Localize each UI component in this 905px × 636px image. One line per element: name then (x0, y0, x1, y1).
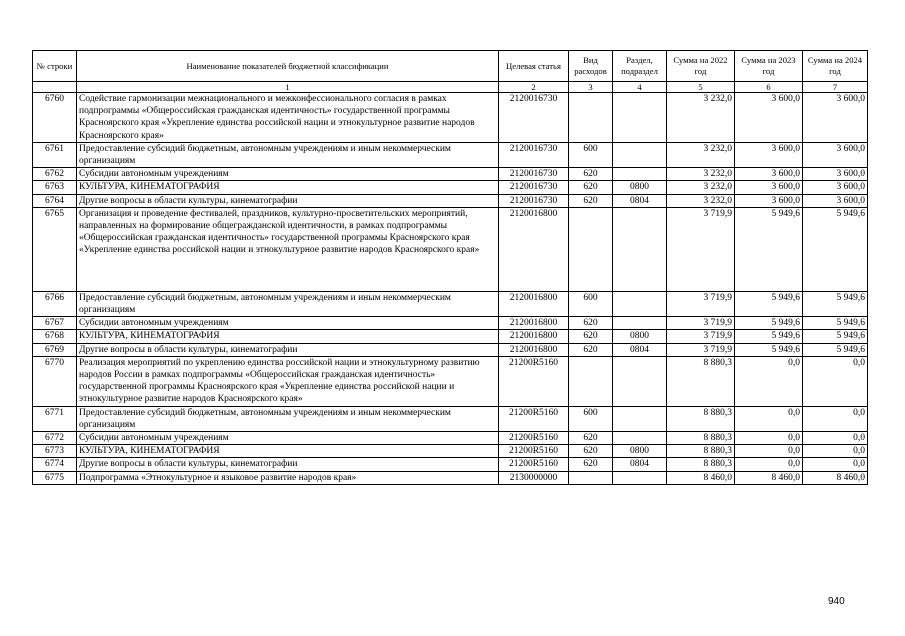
row-number: 6767 (33, 317, 77, 330)
row-name: Предоставление субсидий бюджетным, автономным учреждениям и иным некоммерческим организациям (77, 291, 499, 316)
row-expense-type (569, 471, 613, 484)
row-target: 21200R5160 (499, 445, 569, 458)
row-target: 21200R5160 (499, 406, 569, 431)
page-number: 940 (828, 596, 845, 607)
row-sum-2023: 0,0 (735, 445, 803, 458)
column-number: 6 (735, 82, 803, 93)
row-name: Организация и проведение фестивалей, праздников, культурно-просветительских мероприятий, направленных на формирование общегражданской идентичности, в рамках подпрограммы «Общероссийская гражданская идентичность» государственной программы Красноярского края «Укрепление единства российской нации и этнокультурное развитие народов Красноярского края» (77, 207, 499, 291)
row-section (613, 142, 667, 167)
row-section (613, 406, 667, 431)
row-target: 2120016800 (499, 317, 569, 330)
table-row (33, 207, 868, 291)
row-sum-2024: 3 600,0 (803, 194, 868, 207)
row-sum-2024: 5 949,6 (803, 343, 868, 356)
row-name: КУЛЬТУРА, КИНЕМАТОГРАФИЯ (77, 330, 499, 343)
row-section: 0800 (613, 330, 667, 343)
table-row (33, 93, 868, 143)
row-number: 6774 (33, 458, 77, 471)
row-sum-2024: 0,0 (803, 458, 868, 471)
row-number: 6775 (33, 471, 77, 484)
row-section (613, 471, 667, 484)
row-number: 6766 (33, 291, 77, 316)
row-sum-2024: 0,0 (803, 445, 868, 458)
row-sum-2023: 0,0 (735, 406, 803, 431)
row-sum-2023: 0,0 (735, 356, 803, 406)
row-target: 2120016730 (499, 142, 569, 167)
table-row (33, 317, 868, 330)
column-number: 7 (803, 82, 868, 93)
row-sum-2024: 8 460,0 (803, 471, 868, 484)
row-sum-2023: 5 949,6 (735, 343, 803, 356)
row-sum-2022: 8 880,3 (667, 445, 735, 458)
row-target: 21200R5160 (499, 432, 569, 445)
row-section (613, 317, 667, 330)
row-sum-2022: 3 719,9 (667, 291, 735, 316)
row-number: 6760 (33, 93, 77, 143)
header-expense-type: Вид расходов (569, 51, 613, 82)
row-section (613, 291, 667, 316)
row-target: 21200R5160 (499, 356, 569, 406)
row-sum-2022: 3 719,9 (667, 343, 735, 356)
row-target: 2120016730 (499, 168, 569, 181)
row-sum-2023: 3 600,0 (735, 194, 803, 207)
row-number: 6772 (33, 432, 77, 445)
row-sum-2022: 8 460,0 (667, 471, 735, 484)
row-number: 6769 (33, 343, 77, 356)
row-name: Другие вопросы в области культуры, кинематографии (77, 343, 499, 356)
column-number-row (33, 82, 868, 93)
row-sum-2024: 5 949,6 (803, 291, 868, 316)
row-number: 6768 (33, 330, 77, 343)
header-sum-2023: Сумма на 2023 год (735, 51, 803, 82)
row-expense-type: 620 (569, 168, 613, 181)
row-sum-2024: 5 949,6 (803, 207, 868, 291)
row-section: 0800 (613, 181, 667, 194)
column-number: 3 (569, 82, 613, 93)
table-row (33, 445, 868, 458)
row-sum-2023: 3 600,0 (735, 93, 803, 143)
table-row (33, 458, 868, 471)
row-sum-2022: 3 719,9 (667, 207, 735, 291)
row-sum-2022: 3 719,9 (667, 317, 735, 330)
row-sum-2022: 8 880,3 (667, 432, 735, 445)
row-expense-type: 620 (569, 317, 613, 330)
row-section: 0804 (613, 194, 667, 207)
row-sum-2024: 3 600,0 (803, 181, 868, 194)
row-sum-2024: 5 949,6 (803, 330, 868, 343)
row-name: Другие вопросы в области культуры, кинематографии (77, 194, 499, 207)
row-expense-type: 620 (569, 194, 613, 207)
row-name: Другие вопросы в области культуры, кинематографии (77, 458, 499, 471)
row-sum-2024: 0,0 (803, 356, 868, 406)
table-row (33, 356, 868, 406)
row-section (613, 207, 667, 291)
row-target: 21200R5160 (499, 458, 569, 471)
row-sum-2022: 3 232,0 (667, 93, 735, 143)
budget-table (32, 50, 868, 485)
row-section: 0804 (613, 458, 667, 471)
row-section (613, 168, 667, 181)
row-sum-2022: 3 232,0 (667, 168, 735, 181)
row-number: 6764 (33, 194, 77, 207)
table-row (33, 343, 868, 356)
row-name: Предоставление субсидий бюджетным, автономным учреждениям и иным некоммерческим организациям (77, 142, 499, 167)
column-number (33, 82, 77, 93)
header-section: Раздел, подраздел (613, 51, 667, 82)
row-target: 2120016800 (499, 291, 569, 316)
row-section: 0804 (613, 343, 667, 356)
row-expense-type: 600 (569, 142, 613, 167)
table-row (33, 406, 868, 431)
row-name: Субсидии автономным учреждениям (77, 317, 499, 330)
row-expense-type: 620 (569, 458, 613, 471)
row-sum-2023: 8 460,0 (735, 471, 803, 484)
row-expense-type: 600 (569, 406, 613, 431)
table-row (33, 471, 868, 484)
row-target: 2120016730 (499, 181, 569, 194)
row-sum-2022: 3 719,9 (667, 330, 735, 343)
row-target: 2130000000 (499, 471, 569, 484)
row-target: 2120016800 (499, 207, 569, 291)
row-name: КУЛЬТУРА, КИНЕМАТОГРАФИЯ (77, 445, 499, 458)
row-name: Субсидии автономным учреждениям (77, 432, 499, 445)
row-expense-type: 620 (569, 343, 613, 356)
row-sum-2022: 3 232,0 (667, 181, 735, 194)
column-number: 2 (499, 82, 569, 93)
row-expense-type: 620 (569, 181, 613, 194)
row-name: КУЛЬТУРА, КИНЕМАТОГРАФИЯ (77, 181, 499, 194)
row-sum-2023: 0,0 (735, 458, 803, 471)
row-number: 6770 (33, 356, 77, 406)
row-sum-2022: 8 880,3 (667, 406, 735, 431)
row-name: Субсидии автономным учреждениям (77, 168, 499, 181)
column-number: 4 (613, 82, 667, 93)
table-row (33, 168, 868, 181)
table-row (33, 194, 868, 207)
row-target: 2120016730 (499, 194, 569, 207)
row-sum-2024: 5 949,6 (803, 317, 868, 330)
row-name: Предоставление субсидий бюджетным, автономным учреждениям и иным некоммерческим организациям (77, 406, 499, 431)
row-sum-2024: 0,0 (803, 432, 868, 445)
row-sum-2023: 5 949,6 (735, 207, 803, 291)
row-target: 2120016730 (499, 93, 569, 143)
row-sum-2022: 8 880,3 (667, 458, 735, 471)
row-target: 2120016800 (499, 330, 569, 343)
row-number: 6773 (33, 445, 77, 458)
row-section (613, 432, 667, 445)
row-section (613, 93, 667, 143)
row-sum-2023: 5 949,6 (735, 317, 803, 330)
row-sum-2024: 3 600,0 (803, 93, 868, 143)
table-row (33, 330, 868, 343)
row-sum-2023: 5 949,6 (735, 291, 803, 316)
row-sum-2023: 3 600,0 (735, 142, 803, 167)
row-sum-2024: 0,0 (803, 406, 868, 431)
row-section: 0800 (613, 445, 667, 458)
row-sum-2023: 0,0 (735, 432, 803, 445)
table-row (33, 432, 868, 445)
table-row (33, 181, 868, 194)
header-target: Целевая статья (499, 51, 569, 82)
table-header-row (33, 51, 868, 82)
row-number: 6761 (33, 142, 77, 167)
row-expense-type (569, 93, 613, 143)
header-row-number: № строки (33, 51, 77, 82)
row-sum-2023: 3 600,0 (735, 168, 803, 181)
table-row (33, 291, 868, 316)
row-name: Содействие гармонизации межнационального и межконфессионального согласия в рамках подпрограммы «Общероссийская гражданская идентичность» государственной программы Красноярского края «Укрепление единства российской нации и этнокультурное развитие народов Красноярского края» (77, 93, 499, 143)
row-target: 2120016800 (499, 343, 569, 356)
header-sum-2022: Сумма на 2022 год (667, 51, 735, 82)
header-name: Наименование показателей бюджетной классификации (77, 51, 499, 82)
row-number: 6762 (33, 168, 77, 181)
row-expense-type (569, 356, 613, 406)
row-expense-type: 620 (569, 330, 613, 343)
row-number: 6771 (33, 406, 77, 431)
row-sum-2022: 3 232,0 (667, 194, 735, 207)
row-number: 6765 (33, 207, 77, 291)
row-section (613, 356, 667, 406)
row-sum-2024: 3 600,0 (803, 142, 868, 167)
row-name: Реализация мероприятий по укреплению единства российской нации и этнокультурному развитию народов России в рамках подпрограммы «Общероссийская гражданская идентичность» государственной программы Красноярского края «Укрепление единства российской нации и этнокультурное развитие народов Красноярского края» (77, 356, 499, 406)
table-row (33, 142, 868, 167)
row-expense-type (569, 207, 613, 291)
row-sum-2022: 8 880,3 (667, 356, 735, 406)
row-expense-type: 620 (569, 432, 613, 445)
column-number: 5 (667, 82, 735, 93)
row-expense-type: 600 (569, 291, 613, 316)
row-sum-2023: 3 600,0 (735, 181, 803, 194)
row-number: 6763 (33, 181, 77, 194)
row-name: Подпрограмма «Этнокультурное и языковое развитие народов края» (77, 471, 499, 484)
column-number: 1 (77, 82, 499, 93)
row-expense-type: 620 (569, 445, 613, 458)
row-sum-2022: 3 232,0 (667, 142, 735, 167)
row-sum-2023: 5 949,6 (735, 330, 803, 343)
row-sum-2024: 3 600,0 (803, 168, 868, 181)
header-sum-2024: Сумма на 2024 год (803, 51, 868, 82)
